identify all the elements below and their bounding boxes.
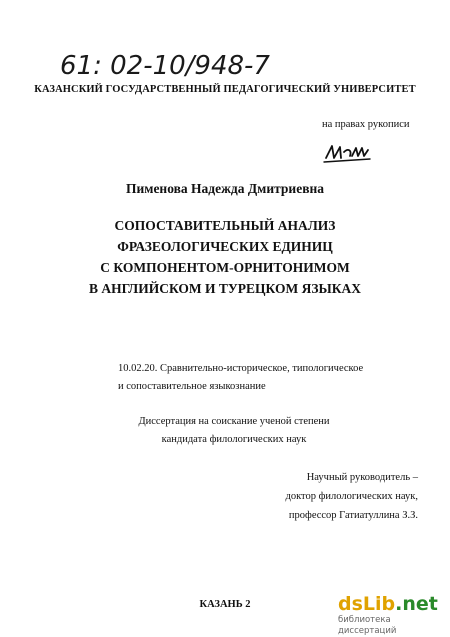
degree-line: кандидата филологических наук [161,434,307,445]
degree-line: Диссертация на соискание ученой степени [138,416,330,427]
specialty-code [118,360,363,396]
advisor-line: Научный руководитель – [306,472,418,483]
watermark-subtitle: библиотека диссертаций [338,615,397,636]
dissertation-title [0,215,450,299]
author-name: Пименова Надежда Дмитриевна [125,181,325,196]
rights-note: на правах рукописи [322,119,410,130]
signature-image [322,138,372,166]
title-line: СОПОСТАВИТЕЛЬНЫЙ АНАЛИЗ [114,218,336,233]
watermark-logo [338,594,450,614]
dslib-watermark [338,594,450,637]
scientific-advisor [285,468,418,525]
advisor-line: профессор Гатиатуллина З.З. [288,510,418,521]
handwritten-number-text: 61: 02-10/948-7 [60,51,270,81]
university-name: КАЗАНСКИЙ ГОСУДАРСТВЕННЫЙ ПЕДАГОГИЧЕСКИЙ УНИВЕРСИТЕТ [34,84,416,95]
degree-statement [0,413,450,449]
title-line: В АНГЛИЙСКОМ И ТУРЕЦКОМ ЯЗЫКАХ [88,281,362,296]
watermark-logo-part2: .net [395,593,438,615]
specialty-line: 10.02.20. Сравнительно-историческое, типологическое [118,363,364,374]
title-line: С КОМПОНЕНТОМ-ОРНИТОНИМОМ [100,260,350,275]
specialty-line: и сопоставительное языкознание [118,381,266,392]
city-year: КАЗАНЬ 2 [199,599,251,610]
watermark-logo-part1: dsLib [338,593,396,615]
advisor-line: доктор филологических наук, [285,491,418,502]
title-line: ФРАЗЕОЛОГИЧЕСКИХ ЕДИНИЦ [117,239,333,254]
handwritten-catalog-number [58,44,338,82]
